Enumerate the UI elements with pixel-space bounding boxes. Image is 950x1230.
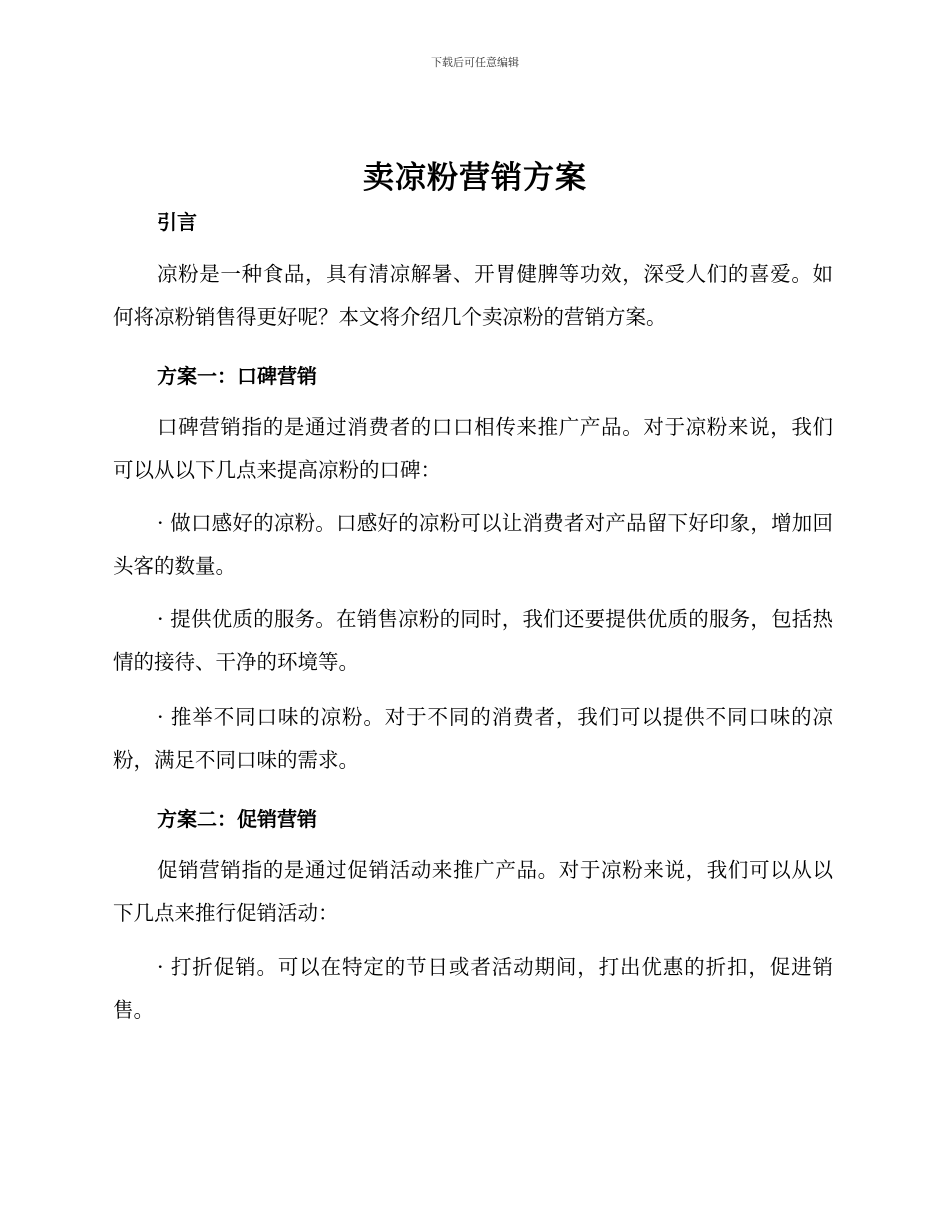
plan1-bullet-2: · 提供优质的服务。在销售凉粉的同时，我们还要提供优质的服务，包括热情的接待、干净的环境等。: [113, 607, 833, 674]
plan2-paragraph: 促销营销指的是通过促销活动来推广产品。对于凉粉来说，我们可以从以下几点来推行促销活动：: [113, 858, 833, 925]
plan2-heading: 方案二：促销营销: [157, 807, 317, 831]
plan1-paragraph: 口碑营销指的是通过消费者的口口相传来推广产品。对于凉粉来说，我们可以从以下几点来提高凉粉的口碑：: [113, 415, 833, 482]
page-title: 卖凉粉营销方案: [363, 160, 587, 196]
intro-paragraph: 凉粉是一种食品，具有清凉解暑、开胃健脾等功效，深受人们的喜爱。如何将凉粉销售得更好呢？本文将介绍几个卖凉粉的营销方案。: [113, 262, 833, 329]
plan2-bullet-1: · 打折促销。可以在特定的节日或者活动期间，打出优惠的折扣，促进销售。: [113, 955, 833, 1022]
plan1-bullet-3: · 推举不同口味的凉粉。对于不同的消费者，我们可以提供不同口味的凉粉，满足不同口味的需求。: [113, 705, 833, 772]
header-note: 下载后可任意编辑: [431, 56, 519, 69]
plan1-heading: 方案一：口碑营销: [157, 364, 317, 388]
intro-heading: 引言: [157, 210, 197, 234]
plan1-bullet-1: · 做口感好的凉粉。口感好的凉粉可以让消费者对产品留下好印象，增加回头客的数量。: [113, 511, 833, 578]
